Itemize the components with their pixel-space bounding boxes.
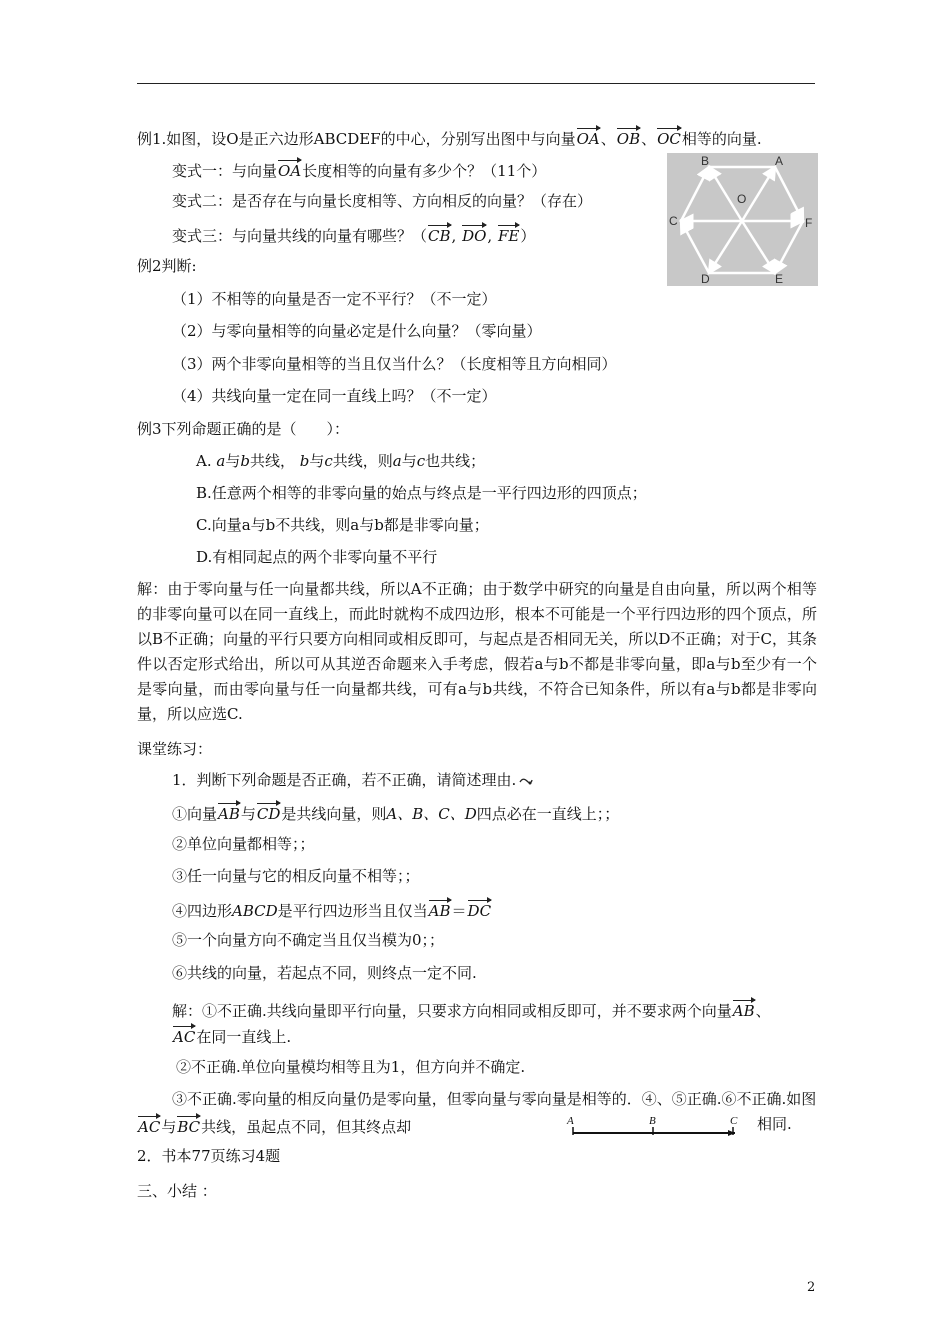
hexagon-figure (667, 153, 818, 286)
label-d: D (701, 272, 710, 286)
text: 在同一直线上. (196, 1028, 292, 1046)
text: 是平行四边形当且仅当 (277, 902, 428, 920)
practice-q1-text: 1．判断下列命题是否正确，若不正确，请简述理由. (172, 771, 517, 789)
answer-3-line-1 (172, 1089, 816, 1109)
points-abcd: A、B、C、D (386, 805, 477, 823)
vector-cb: CB (428, 223, 451, 246)
vector-dc: DC (468, 898, 492, 921)
vector-oa: OA (278, 158, 301, 181)
var-b: b (240, 452, 250, 470)
text: 也共线； (425, 452, 486, 470)
var-a: a (216, 452, 226, 470)
equals: ＝ (451, 902, 467, 920)
separator: 、 (755, 1002, 771, 1020)
example-1-text: 例1.如图，设O是正六边形ABCDEF的中心，分别写出图中与向量 (137, 130, 576, 148)
point-a-label: A (567, 1115, 574, 1127)
vector-ab: AB (733, 998, 755, 1021)
practice-item-3: ③任一向量与它的相反向量不相等；； (172, 867, 420, 885)
page-number: 2 (807, 1280, 816, 1295)
example-2-item-2: （2）与零向量相等的向量必定是什么向量？（零向量） (172, 322, 542, 340)
example-3-option-b: B.任意两个相等的非零向量的始点与终点是一平行四边形的四顶点； (196, 484, 647, 502)
variant-3-text: 变式三：与向量共线的向量有哪些？（ (172, 227, 428, 245)
label-a: A (775, 154, 784, 168)
text: ①向量 (172, 805, 218, 823)
example-2-title: 例2判断: (137, 257, 197, 275)
variant-2-line: 变式二：是否存在与向量长度相等、方向相反的向量？（存在） (172, 192, 593, 210)
practice-item-4 (172, 898, 492, 921)
vector-ac: AC (138, 1114, 160, 1137)
diag-oe (742, 221, 775, 273)
example-2-item-4: （4）共线向量一定在同一直线上吗？（不一定） (172, 387, 497, 405)
example-3-solution: 解：由于零向量与任一向量都共线，所以A不正确；由于数学中研究的向量是自由向量，所以两个相等的非零向量可以在同一直线上，而此时就构不成四边形，根本不可能是一个平行四边形的四个顶点，所以B不正确；向量的平行只要方向相同或相反即可，与起点是否相同无关，所以D不正确；对于C，其条件以否定形式给出，所以可从其逆否命题来入手考虑，假若a与b不都是非零向量，即a与b至少有一个是零向量，而由零向量与任一向量都共线，可有a与b共线，不符合已知条件，所以有a与b都是非零向量，所以应选C. (137, 580, 817, 723)
text: 四点必在一直线上；； (476, 805, 620, 823)
practice-item-2: ②单位向量都相等；； (172, 835, 315, 853)
separator: 、 (600, 130, 616, 148)
variant-1-text: 变式一：与向量 (172, 162, 278, 180)
example-1-line (137, 126, 762, 149)
example-3-option-c: C.向量a与b不共线，则a与b都是非零向量； (196, 516, 489, 534)
label-f: F (805, 216, 813, 230)
var-c: c (416, 452, 426, 470)
practice-item-5: ⑤一个向量方向不确定当且仅当模为0；； (172, 931, 445, 949)
example-3-title: 例3下列命题正确的是（ ）： (137, 420, 350, 438)
vector-ob: OB (617, 126, 640, 149)
text: 共线，则 (332, 452, 393, 470)
comma: , (487, 227, 493, 245)
example-1-suffix: 相等的向量. (681, 130, 762, 148)
separator: 、 (641, 130, 657, 148)
text: 共线， (249, 452, 295, 470)
text: 解：①不正确.共线向量即平行向量，只要求方向相同或相反即可，并不要求两个向量 (172, 1002, 732, 1020)
summary-heading: 三、小结 ： (137, 1182, 217, 1200)
vector-ab: AB (429, 898, 451, 921)
variant-1-line (172, 158, 546, 181)
label-o: O (737, 192, 747, 206)
label-e: E (775, 272, 784, 286)
vector-oc: OC (657, 126, 681, 149)
diag-od (709, 221, 742, 273)
comma: , (451, 227, 457, 245)
text: ③不正确.零向量的相反向量仍是零向量，但零向量与零向量是相等的．④、⑤正确.⑥不正确.如图 (172, 1090, 817, 1108)
edge-dc (681, 221, 709, 273)
text: 与 (225, 452, 241, 470)
text: 与 (401, 452, 417, 470)
diag-oa (742, 167, 775, 221)
hexagon-diagram (667, 153, 818, 286)
example-2-item-3: （3）两个非零向量相等的当且仅当什么？（长度相等且方向相同） (172, 355, 617, 373)
vector-cd: CD (257, 801, 281, 824)
edge-cb (681, 167, 709, 221)
var-c: c (324, 452, 333, 470)
example-3-option-d: D.有相同起点的两个非零向量不平行 (196, 548, 438, 566)
text: 与 (161, 1118, 177, 1136)
abc-line-diagram (565, 1112, 745, 1142)
answer-3-line-2 (137, 1114, 411, 1137)
vector-do: DO (462, 223, 486, 246)
practice-q2: 2．书本77页练习4题 (137, 1147, 281, 1165)
edge-af (775, 167, 803, 221)
example-2-item-1: （1）不相等的向量是否一定不平行？（不一定） (172, 290, 497, 308)
text: 与 (309, 452, 325, 470)
answer-3-suffix: 相同. (757, 1115, 792, 1133)
variant-3-suffix: ） (520, 227, 536, 245)
practice-title: 课堂练习： (137, 740, 213, 758)
answer-1-line-2 (172, 1024, 291, 1047)
answer-1-line-1 (172, 998, 771, 1021)
label-c: C (669, 214, 678, 228)
pen-mark-icon (519, 776, 533, 786)
label-b: B (701, 154, 710, 168)
answer-2: ②不正确.单位向量模均相等且为1，但方向并不确定. (176, 1058, 526, 1076)
vector-bc: BC (177, 1114, 200, 1137)
text: 与 (240, 805, 256, 823)
vector-oa: OA (577, 126, 600, 149)
text: ④四边形 (172, 902, 233, 920)
variant-3-line (172, 223, 535, 246)
point-c-label: C (730, 1115, 738, 1127)
practice-item-1 (172, 801, 619, 824)
text: 共线，虽起点不同，但其终点却 (201, 1118, 412, 1136)
option-letter: A. (196, 452, 217, 470)
example-3-option-a (196, 451, 485, 471)
practice-q1 (172, 770, 533, 790)
vector-ac: AC (173, 1024, 195, 1047)
practice-item-6: ⑥共线的向量，若起点不同，则终点一定不同. (172, 964, 477, 982)
var-b: b (299, 452, 310, 470)
vector-fe: FE (498, 223, 519, 246)
vector-ab: AB (218, 801, 240, 824)
header-rule (137, 83, 815, 84)
quad-abcd: ABCD (232, 902, 278, 920)
variant-1-suffix: 长度相等的向量有多少个？（11个） (302, 162, 547, 180)
text: 是共线向量，则 (281, 805, 387, 823)
point-b-label: B (649, 1115, 656, 1127)
var-a: a (392, 452, 402, 470)
edge-fe (775, 221, 803, 273)
